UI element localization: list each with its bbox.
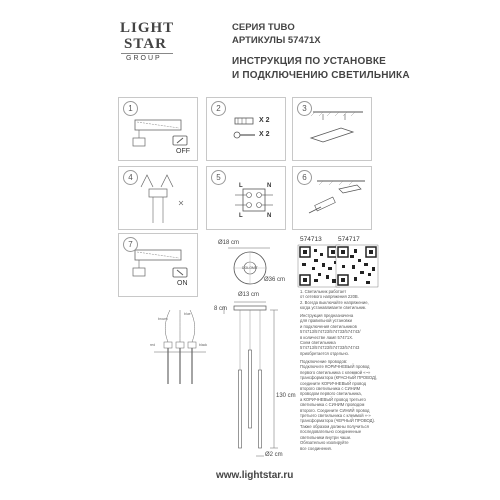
step-number: 3 xyxy=(297,101,312,116)
step-number: 6 xyxy=(297,170,312,185)
canopy-center-label: DOLOMIT xyxy=(242,266,258,270)
switch-on-label: ON xyxy=(177,280,188,287)
instruction-line: проводом первого светильника, xyxy=(300,391,362,397)
step-number: 4 xyxy=(123,170,138,185)
canopy-outer-diameter: Ø36 cm xyxy=(264,277,286,283)
instruction-title-line1: ИНСТРУКЦИЯ ПО УСТАНОВКЕ xyxy=(232,56,387,67)
note-line: 1. Светильник работает xyxy=(300,289,347,294)
screw-icon xyxy=(233,130,259,140)
terminal-n-top: N xyxy=(267,183,272,189)
instruction-line: первого светильника с клеммой «~» xyxy=(300,369,371,375)
logo-line-group: GROUP xyxy=(126,55,162,62)
instruction-block-1 xyxy=(300,313,382,356)
total-height: 130 cm xyxy=(276,393,296,399)
qr-code-label-right: 574717 xyxy=(338,236,360,243)
qr-code-left-icon[interactable] xyxy=(298,245,340,287)
step-number: 2 xyxy=(211,101,226,116)
wire-label-blue: blue xyxy=(184,312,191,316)
step-4-panel xyxy=(118,166,198,230)
instruction-line: 574713/574723/574733/574743 xyxy=(300,345,360,351)
instruction-line: светильники внутри чаши. xyxy=(300,434,352,440)
instruction-line: Также образом должны получиться xyxy=(300,423,369,429)
step-2-panel xyxy=(206,97,286,161)
instruction-line: для правильной установки xyxy=(300,318,352,324)
instruction-line: все соединения. xyxy=(300,445,332,451)
step-number: 7 xyxy=(123,237,138,252)
instruction-title-line2: И ПОДКЛЮЧЕНИЮ СВЕТИЛЬНИКА xyxy=(232,70,410,81)
terminal-l-bottom: L xyxy=(239,213,243,219)
step-number: 5 xyxy=(211,170,226,185)
pendant-dimension-drawing xyxy=(210,300,290,470)
canopy-top-diameter: Ø18 cm xyxy=(218,240,240,246)
instruction-line: трансформатора (ЧЕРНЫЙ ПРОВОД). xyxy=(300,418,376,424)
terminal-n-bottom: N xyxy=(267,213,272,219)
series-title: СЕРИЯ TUBO xyxy=(232,22,295,33)
instruction-line: Инструкция предназначена xyxy=(300,313,354,318)
instruction-line: в количестве ламп 57471Х. xyxy=(300,334,354,340)
instruction-line: второго светильника с СИНИМ xyxy=(300,386,361,392)
note-line: 2. Всегда выключайте напряжение, xyxy=(300,299,369,305)
step-7-panel xyxy=(118,233,198,297)
anchor-quantity: X 2 xyxy=(259,117,270,124)
note-line: когда устанавливаете светильник. xyxy=(300,305,367,311)
tube-diameter: Ø2 cm xyxy=(265,452,283,458)
instruction-line: а КОРИЧНЕВЫЙ провод третьего xyxy=(300,396,366,402)
wire-label-black: black xyxy=(199,343,208,347)
instruction-line: второго. Соедините СИНИЙ провод xyxy=(300,407,370,413)
step-number: 1 xyxy=(123,101,138,116)
instruction-line: 574713/574723/574733/574743/ xyxy=(300,329,361,335)
step-1-panel xyxy=(118,97,198,161)
instruction-block-2 xyxy=(300,359,382,451)
step-6-panel xyxy=(292,166,372,230)
instruction-line: Подключение проводов: xyxy=(300,359,348,364)
step-3-panel xyxy=(292,97,372,161)
screw-quantity: X 2 xyxy=(259,131,270,138)
mount-diameter: Ø13 cm xyxy=(238,292,260,298)
instruction-line: и подключения светильников xyxy=(300,323,357,329)
switch-on-icon xyxy=(171,266,191,280)
instruction-line: соедините КОРИЧНЕВЫЙ провод xyxy=(300,380,367,386)
instruction-line: Подключите КОРИЧНЕВЫЙ провод xyxy=(300,364,370,370)
safety-notes xyxy=(300,289,380,311)
instruction-line: трансформатора (КРАСНЫЙ ПРОВОД), xyxy=(300,375,378,381)
switch-off-label: OFF xyxy=(176,148,190,155)
logo-line-light: LIGHT xyxy=(120,20,175,36)
instruction-line: Обязательно изолируйте xyxy=(300,440,349,446)
wire-label-brown: brown xyxy=(158,317,168,321)
qr-code-right-icon[interactable] xyxy=(336,245,378,287)
anchor-plug-icon xyxy=(233,114,259,128)
step-5-panel xyxy=(206,166,286,230)
terminal-l-top: L xyxy=(239,183,243,189)
note-line: от сетевого напряжения 220В. xyxy=(300,294,359,300)
canopy-drop-height: 8 cm xyxy=(214,306,228,312)
articles-title: АРТИКУЛЫ 57471X xyxy=(232,35,321,46)
qr-code-label-left: 574713 xyxy=(300,236,322,243)
instruction-line: приобретается отдельно. xyxy=(300,350,350,356)
instruction-line: третьего светильника с клеммой «-» xyxy=(300,413,371,419)
logo-line-star: STAR xyxy=(124,36,167,52)
instruction-line: Схем светильника xyxy=(300,340,336,346)
website-link[interactable]: www.lightstar.ru xyxy=(216,470,294,481)
switch-off-icon xyxy=(171,134,191,148)
instruction-line: последовательно соединенные xyxy=(300,429,362,435)
instruction-line: светильника с СИНИМ проводом xyxy=(300,402,365,408)
logo-divider xyxy=(121,53,173,54)
wire-label-red: red xyxy=(150,343,156,347)
